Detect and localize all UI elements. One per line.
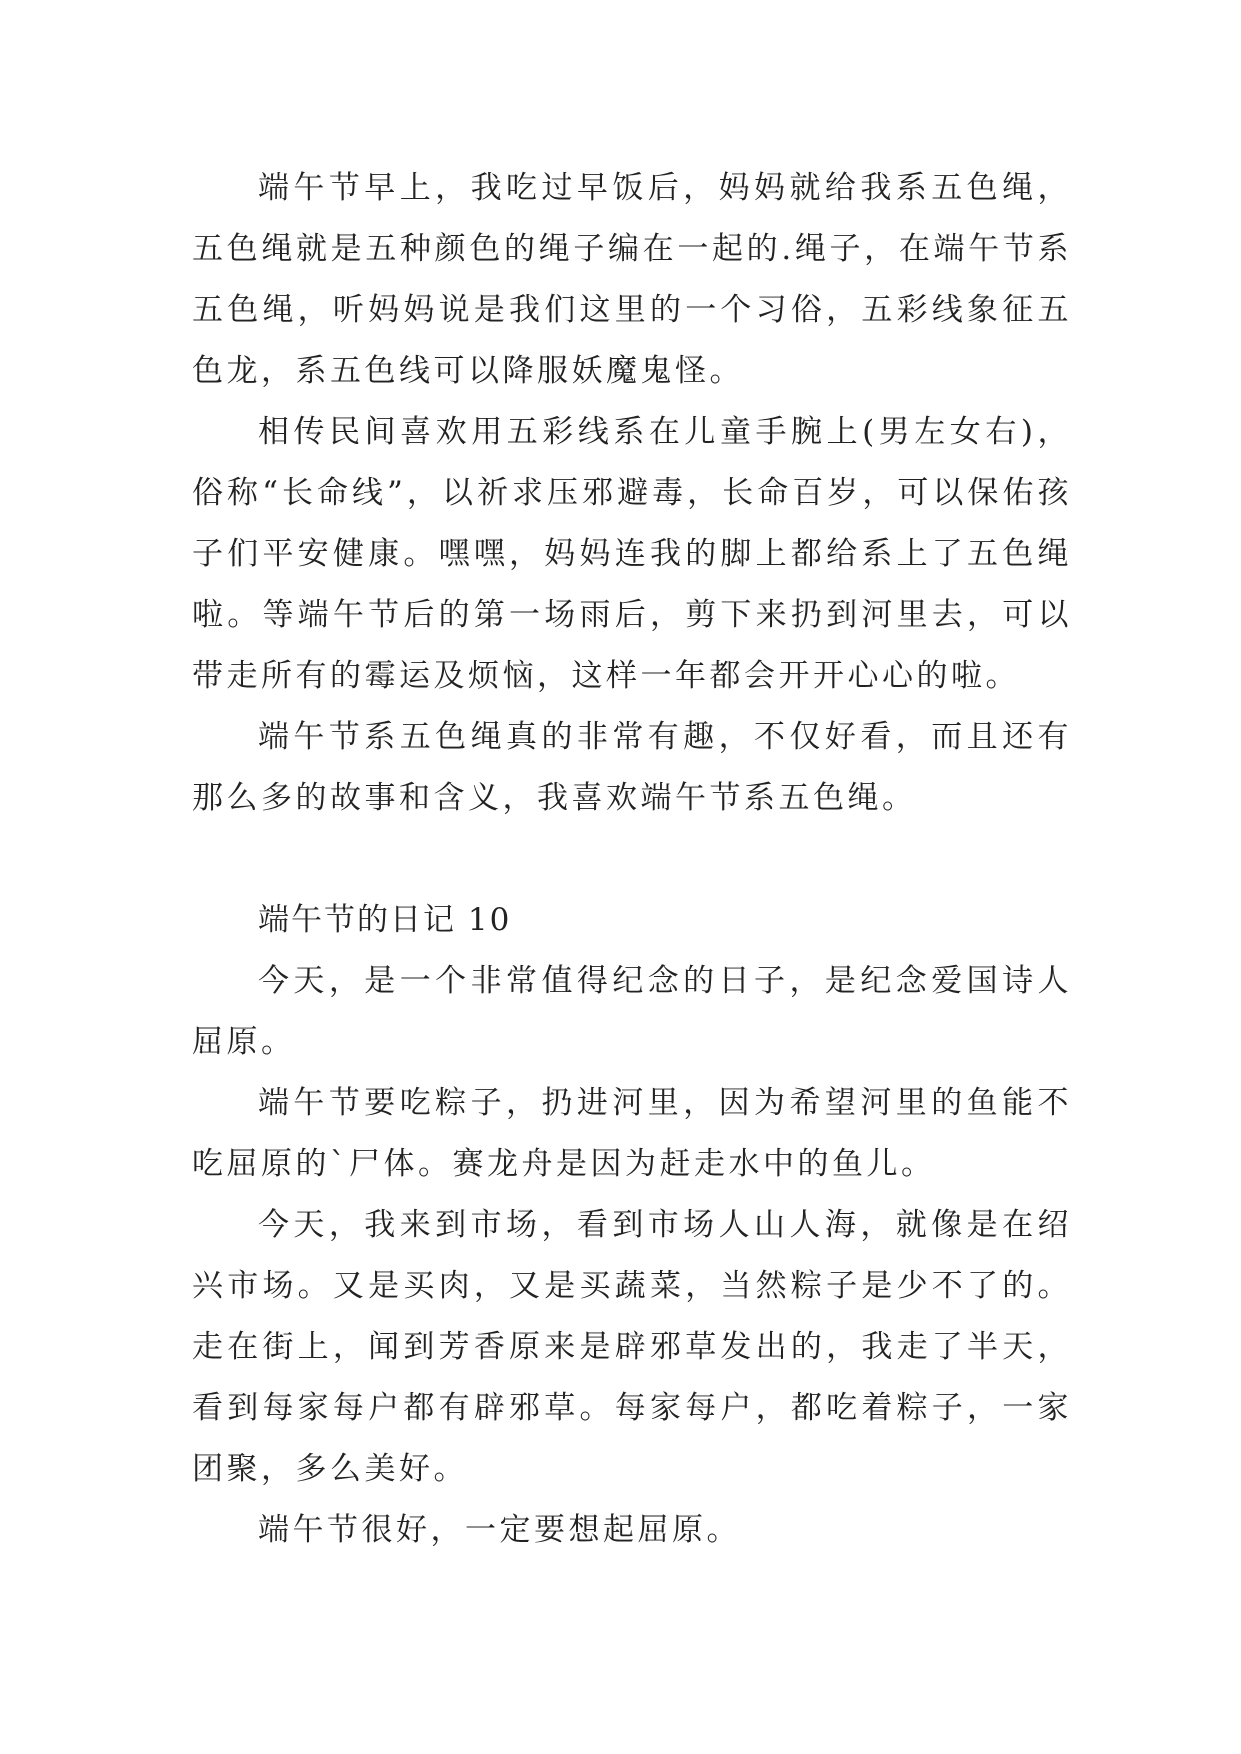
section-gap: [192, 829, 1072, 890]
diary-entry-five-color-rope: [192, 158, 1072, 829]
paragraph: 今天，是一个非常值得纪念的日子，是纪念爱国诗人屈原。: [192, 963, 1072, 1060]
paragraph: 端午节系五色绳真的非常有趣，不仅好看，而且还有那么多的故事和含义，我喜欢端午节系五色绳。: [192, 719, 1072, 816]
document-body: [192, 158, 1072, 1561]
paragraph: 今天，我来到市场，看到市场人山人海，就像是在绍兴市场。又是买肉，又是买蔬菜，当然粽子是少不了的。走在街上，闻到芳香原来是辟邪草发出的，我走了半天，看到每家每户都有辟邪草。每家每户，都吃着粽子，一家团聚，多么美好。: [192, 1207, 1072, 1487]
diary-entry-10: [192, 890, 1072, 1561]
paragraph: 端午节很好，一定要想起屈原。: [258, 1512, 741, 1548]
section-heading: 端午节的日记 10: [258, 902, 512, 938]
paragraph: 端午节要吃粽子，扔进河里，因为希望河里的鱼能不吃屈原的`尸体。赛龙舟是因为赶走水中的鱼儿。: [192, 1085, 1072, 1182]
paragraph: 相传民间喜欢用五彩线系在儿童手腕上(男左女右)，俗称“长命线”，以祈求压邪避毒，长命百岁，可以保佑孩子们平安健康。嘿嘿，妈妈连我的脚上都给系上了五色绳啦。等端午节后的第一场雨后，剪下来扔到河里去，可以带走所有的霉运及烦恼，这样一年都会开开心心的啦。: [192, 414, 1072, 694]
paragraph: 端午节早上，我吃过早饭后，妈妈就给我系五色绳，五色绳就是五种颜色的绳子编在一起的.绳子，在端午节系五色绳，听妈妈说是我们这里的一个习俗，五彩线象征五色龙，系五色线可以降服妖魔鬼怪。: [192, 170, 1072, 389]
